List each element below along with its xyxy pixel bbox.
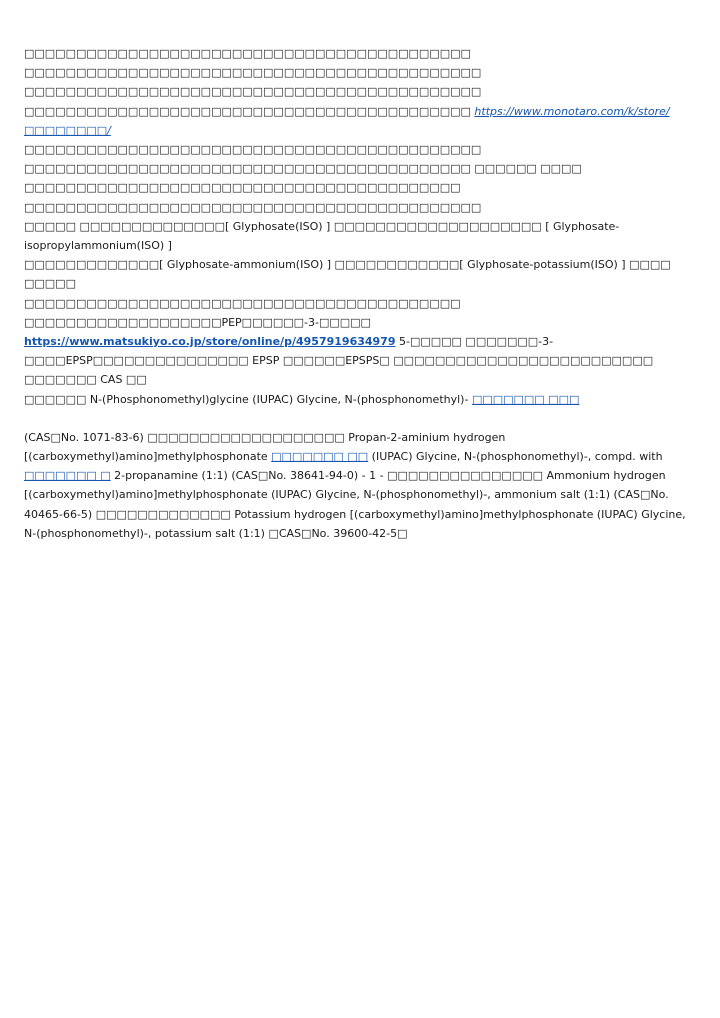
text-line: □□□□□□□□□□□□□□□□□□□□□□□□□□□□□□□□□□□□□□□□□□□□ [24,85,482,99]
monotaro-link[interactable]: https://www.monotaro.com/k/store/□□□□□□□□/ [24,104,670,137]
text-line: □□□□□□□□□□□□□[ Glyphosate-ammonium(ISO) ] □□□□□□□□□□□□[ Glyphosate-potassium(ISO) ] □□□□ □□□□□ [24,258,671,291]
text-run: (IUPAC) Glycine, N-(phosphonomethyl)-, compd. with [368,450,663,464]
text-line: □□□□□ □□□□□□□□□□□□□□[ Glyphosate(ISO) ] □□□□□□□□□□□□□□□□□□□□ [ Glyphosate-isopropylammonium(ISO) ] [24,219,620,253]
text-line: □□□□□□□□□□□□□□□□□□□□□□□□□□□□□□□□□□□□□□□□□□□ [24,47,471,60]
text-line: □□□□EPSP□□□□□□□□□□□□□□□ EPSP □□□□□□EPSPS□ □□□□□□□□□□□□□□□□□□□□□□□□□ □□□□□□□ CAS □□ [24,354,654,387]
text-line: □□□□□□□□□□□□□□□□□□□□□□□□□□□□□□□□□□□□□□□□□□ □□□□□□□□□□□□□□□□□□□PEP□□□□□□-3-□□□□□ [24,296,461,329]
isopropylammonium-link[interactable]: □□□□□□□ □□ [271,450,369,464]
text-line: □□□□□□□□□□□□□□□□□□□□□□□□□□□□□□□□□□□□□□□□□□□□ [24,66,482,80]
matsukiyo-link[interactable]: https://www.matsukiyo.co.jp/store/online/p/4957919634979 [24,335,396,349]
text-line: □□□□□□□□□□□□□□□□□□□□□□□□□□□□□□□□□□□□□□□□□□□ [24,104,471,118]
text-line: □□□□□□ N-(Phosphonomethyl)glycine (IUPAC) Glycine, N-(phosphonomethyl)- [24,392,472,406]
document-body [24,44,696,543]
text-line: 5-□□□□□ □□□□□□□-3- [399,335,554,349]
paragraph-gap [24,409,696,428]
glyphosate-link[interactable]: □□□□□□□ □□□ [471,392,580,406]
text-run: 2-propanamine (1:1) (CAS□No. 38641-94-0) - 1 - □□□□□□□□□□□□□□□ Ammonium hydrogen [(carboxymethyl)amino]methylphosphonate (IUPAC) Glycine, N-(phosphonomethyl)-, ammonium salt (1:1) (CAS□No. 40465-66-5) □□□□□□□□□□□□□ Potassium hydrogen [(carboxymethyl)amino]methylphosphonate (IUPAC) Glycine, N-(phosphonomethyl)-, potassium salt (1:1) □CAS□No. 39600-42-5□ [24,469,686,540]
text-line: □□□□□□□□□□□□□□□□□□□□□□□□□□□□□□□□□□□□□□□□□□□ □□□□□□ □□□□ [24,162,582,176]
text-run: (CAS□No. 1071-83-6) □□□□□□□□□□□□□□□□□□□ Propan-2-aminium hydrogen [(carboxymethyl)amino]methylphosphonate [24,430,506,464]
paragraph-2 [24,428,696,543]
text-line: □□□□□□□□□□□□□□□□□□□□□□□□□□□□□□□□□□□□□□□□□□□□ [24,143,482,157]
text-line: □□□□□□□□□□□□□□□□□□□□□□□□□□□□□□□□□□□□□□□□□□ □□□□□□□□□□□□□□□□□□□□□□□□□□□□□□□□□□□□□□□□□□□□ [24,181,482,214]
compd-link[interactable]: □□□□□□□ □ [24,469,111,483]
paragraph-1 [24,44,696,409]
